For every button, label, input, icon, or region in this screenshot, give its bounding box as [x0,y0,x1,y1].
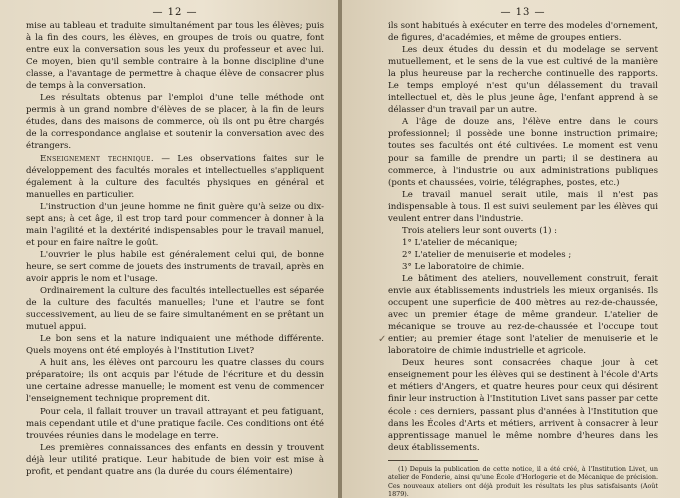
paragraph: mise au tableau et traduite simultanément par tous les élèves; puis à la fin des cours, les élèves, en groupes de trois ou quatre, font entre eux la conversation sous les yeux du professeur et avec lui. Ce moyen, bien qu'il semble contraire à la bonne discipline d'une classe, a l'avantage de permettre à chaque élève de consacrer plus de temps à la conversation. [26,21,324,92]
paragraph: Pour cela, il fallait trouver un travail attrayant et peu fatiguant, mais cependant utile et d'une pratique facile. Ces conditions ont été trouvées réunies dans le modelage en terre. [26,406,324,441]
paragraph: Les premières connaissances des enfants en dessin y trouvent déjà leur utilité pratique. Leur habitude de bien voir est mise à profit, et pendant quatre ans (la durée du cours élémentaire) [26,442,324,477]
paragraph-with-heading [26,153,324,201]
footnote [388,465,658,498]
left-page-body [26,20,324,478]
list-item: 1° L'atelier de mécanique; [402,237,518,248]
list-item: 3° Le laboratoire de chimie. [402,261,525,272]
page-number-header: — 12 — [152,7,198,18]
paragraph: Deux heures sont consacrées chaque jour à cet enseignement pour les élèves qui se destinent à l'école d'Arts et métiers d'Angers, et quatre heures pour ceux qui désirent finir leur instruction à l'Institution Livet sans passer par cette école : ces derniers, passant plus d'années à l'Institution que dans les Écoles d'Arts et métiers, arrivent à consacrer à leur apprentissage manuel le même nombre d'heures dans les deux établissements. [388,358,658,453]
paragraph: Les deux études du dessin et du modelage se servent mutuellement, et le sens de la vue est cultivé de la manière la plus heureuse par la recherche continuelle des rapports. Le temps employé n'est qu'un délassement du travail intellectuel et, dès le plus jeune âge, l'enfant apprend à se délasser d'un travail par un autre. [388,45,658,116]
footnote-rule [388,460,478,461]
paragraph: Le travail manuel serait utile, mais il n'est pas indispensable à tous. Il est suivi seulement par les élèves qui veulent entrer dans l'industrie. [388,189,658,224]
margin-mark: ✓ [378,334,387,345]
left-page [0,0,338,498]
paragraph: L'ouvrier le plus habile est généralement celui qui, de bonne heure, se sert comme de jouets des instruments de travail, après en avoir appris le nom et l'usage. [26,249,324,284]
list-item: 2° L'atelier de menuiserie et modeles ; [402,249,572,260]
section-heading: Enseignement technique. [40,153,154,164]
footnote-text: (1) Depuis la publication de cette notice, il a été créé, à l'Institution Livet, un atelier de Fonderie, ainsi qu'une École d'Horlogerie et de Mécanique de précision. Ces nouveaux ateliers ont déjà produit les résultats les plus satisfaisants (Août 1879). [388,464,658,498]
right-page [342,0,680,498]
paragraph: Ordinairement la culture des facultés intellectuelles est séparée de la culture des facultés manuelles; l'une et l'autre se font successivement, au lieu de se faire simultanément en se prêtant un mutuel appui. [26,286,324,333]
right-page-body [388,20,658,454]
paragraph: L'instruction d'un jeune homme ne finit guère qu'à seize ou dix-sept ans; à cet âge, il est trop tard pour commencer à donner à la main l'agilité et la dextérité indispensables pour le travail manuel, et pour en faire naître le goût. [26,201,324,248]
paragraph-text: — Les observations faites sur le développement des facultés morales et intellectuelles s'appliquent également à la culture des facultés physiques en général et manuelles en particulier. [26,153,324,200]
ateliers-intro: Trois ateliers leur sont ouverts (1) : [402,225,558,236]
paragraph: Le bâtiment des ateliers, nouvellement construit, ferait envie aux établissements industriels les mieux organisés. Ils occupent une superficie de 400 mètres au rez-de-chaussée, avec un premier étage de même grandeur. L'atelier de mécanique se trouve au rez-de-chaussée et l'occupe tout entier; au premier étage sont l'atelier de menuiserie et le laboratoire de chimie industrielle et agricole. [388,273,658,357]
paragraph: Le bon sens et la nature indiquaient une méthode différente. Quels moyens ont été employés à l'Institution Livet? [26,334,324,357]
paragraph: A huit ans, les élèves ont parcouru les quatre classes du cours préparatoire; ils ont acquis par l'étude de l'écriture et du dessin une certaine adresse manuelle; le moment est venu de commencer l'enseignement technique proprement dit. [26,358,324,405]
page-number-header: — 13 — [500,7,546,18]
paragraph: Les résultats obtenus par l'emploi d'une telle méthode ont permis à un grand nombre d'élèves de se placer, à la fin de leurs études, dans des maisons de commerce, où ils ont pu être chargés de la correspondance anglaise et soutenir la conversation avec des étrangers. [26,93,324,152]
paragraph: A l'âge de douze ans, l'élève entre dans le cours professionnel; il possède une bonne instruction primaire; toutes ses facultés ont été cultivées. Le moment est venu pour sa famille de prendre un parti; il se destinera au commerce, à l'industrie ou aux administrations publiques (ponts et chaussées, voirie, télégraphes, postes, etc.) [388,117,658,188]
paragraph: ils sont habitués à exécuter en terre des modeles d'ornement, de figures, d'académies, et même de groupes entiers. [388,21,658,44]
